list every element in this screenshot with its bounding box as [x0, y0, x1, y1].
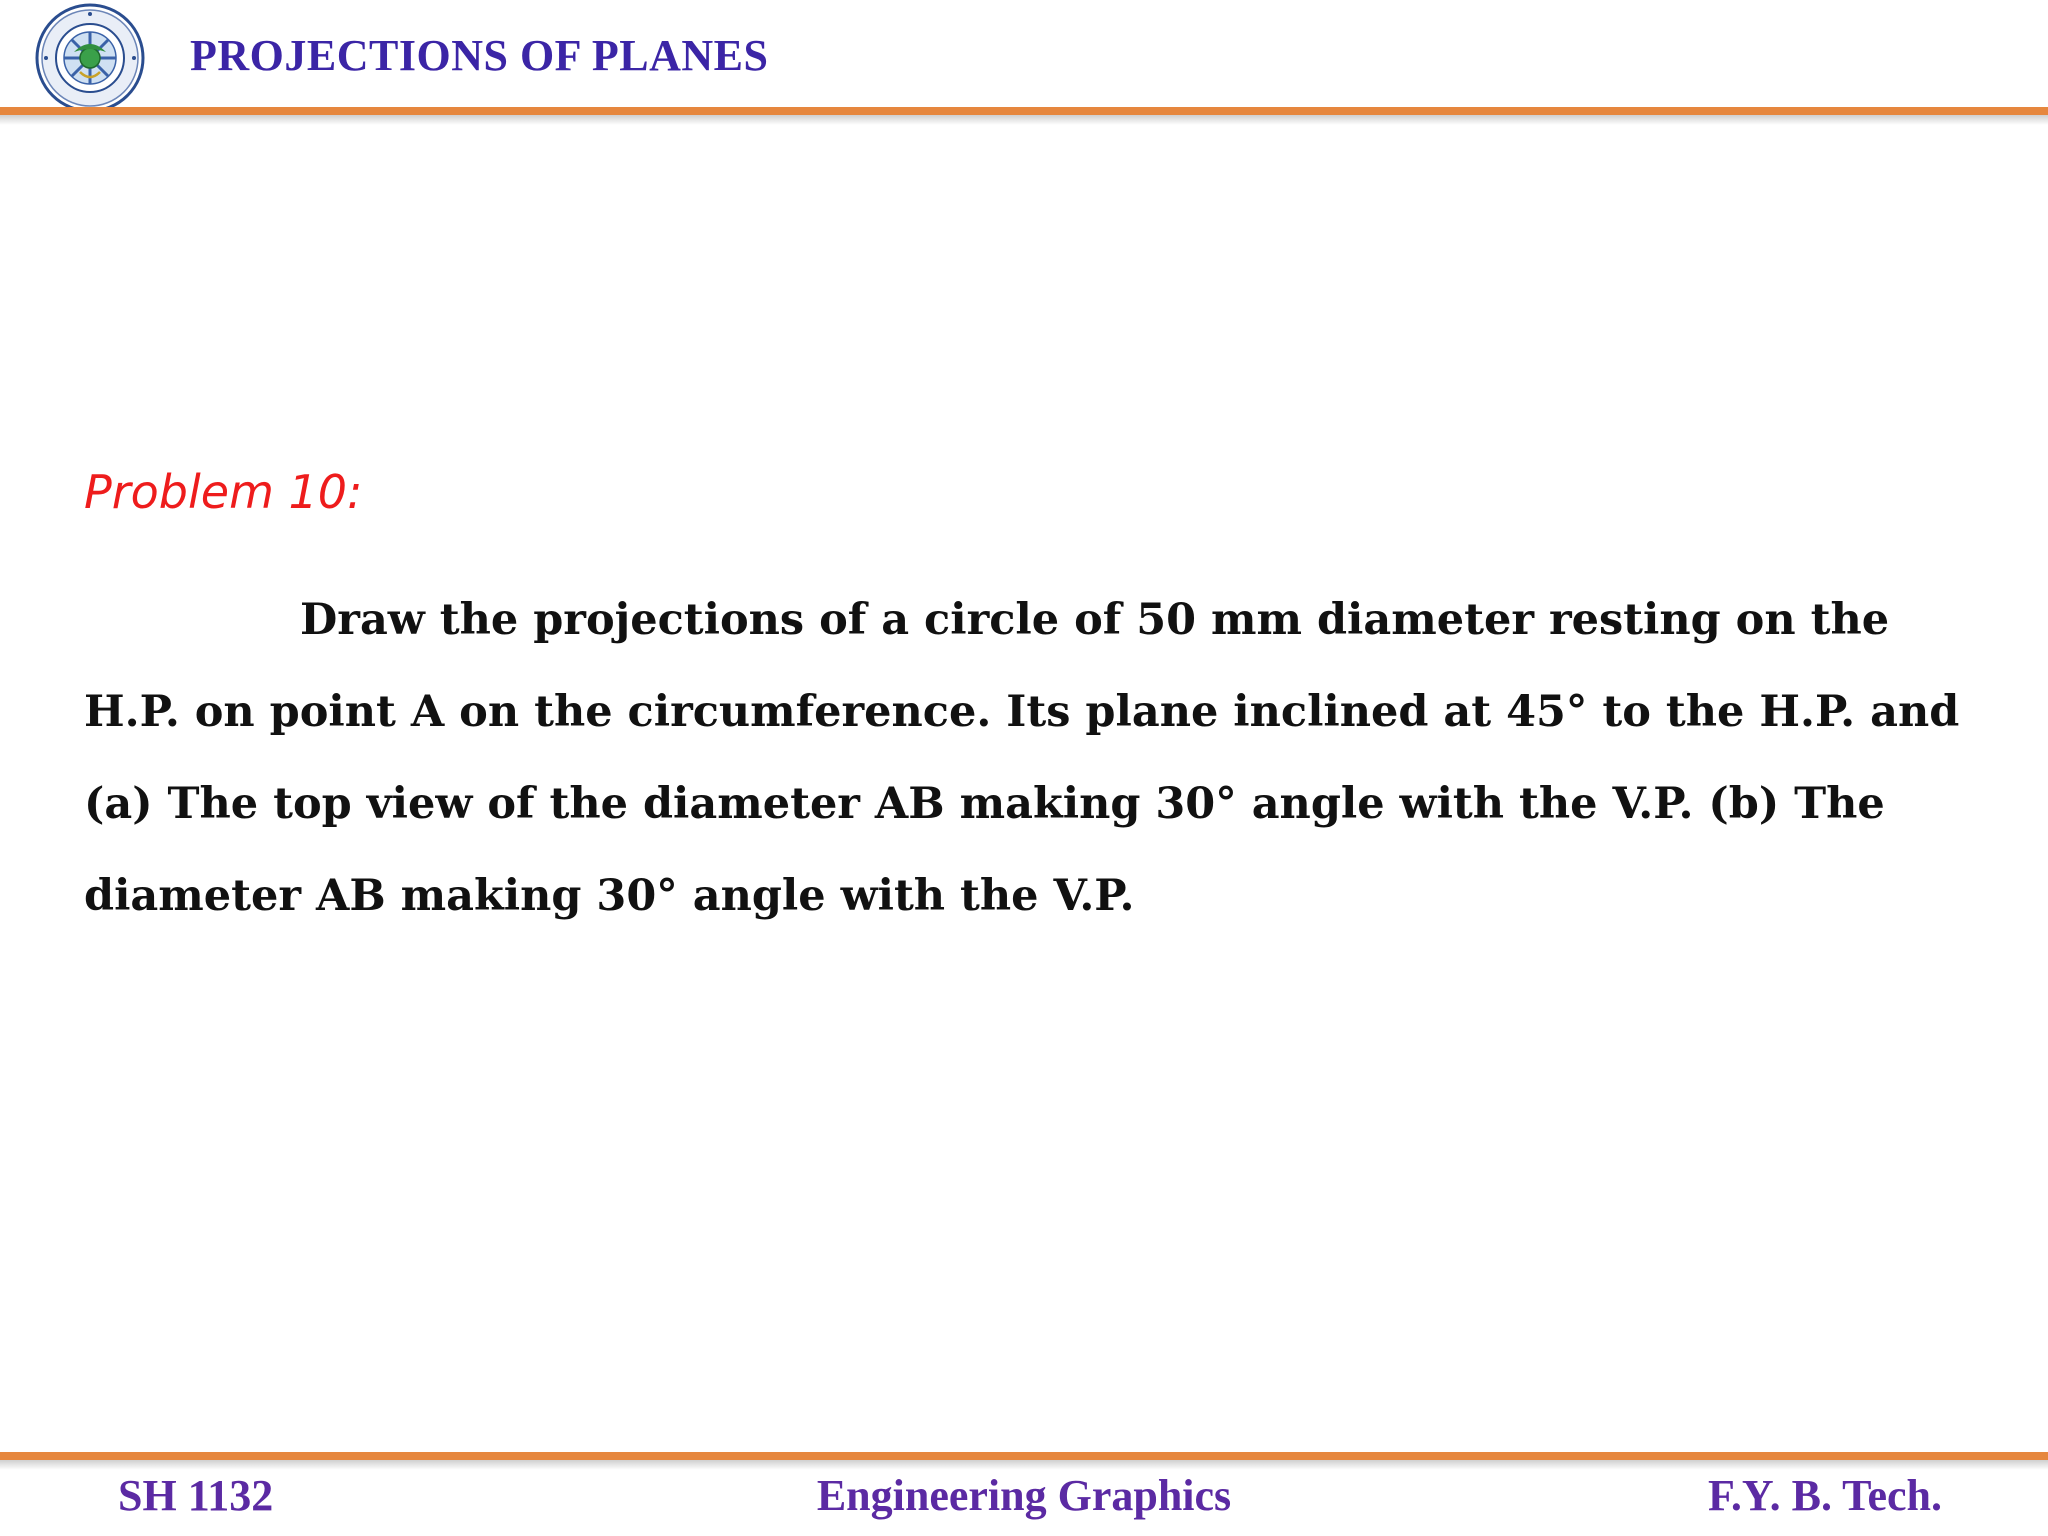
- header-divider-shadow: [0, 115, 2048, 125]
- slide-header: [0, 0, 2048, 110]
- problem-label: Problem 10:: [84, 465, 363, 519]
- header-divider: [0, 107, 2048, 115]
- footer-course-code: SH 1132: [118, 1471, 274, 1520]
- footer-divider: [0, 1452, 2048, 1460]
- footer-program: F.Y. B. Tech.: [1708, 1471, 1942, 1520]
- footer-divider-shadow: [0, 1460, 2048, 1470]
- page-title: PROJECTIONS OF PLANES: [190, 31, 769, 80]
- footer-course-name: Engineering Graphics: [816, 1471, 1232, 1520]
- problem-statement: Draw the projections of a circle of 50 mm diameter resting on the H.P. on point A on the circumference. Its plane inclined at 45° to the H.P. and (a) The top view of the diameter AB making 30° angle with the V.P. (b) The diameter AB making 30° angle with the V.P.: [84, 595, 1960, 921]
- institute-emblem-icon: [34, 2, 146, 114]
